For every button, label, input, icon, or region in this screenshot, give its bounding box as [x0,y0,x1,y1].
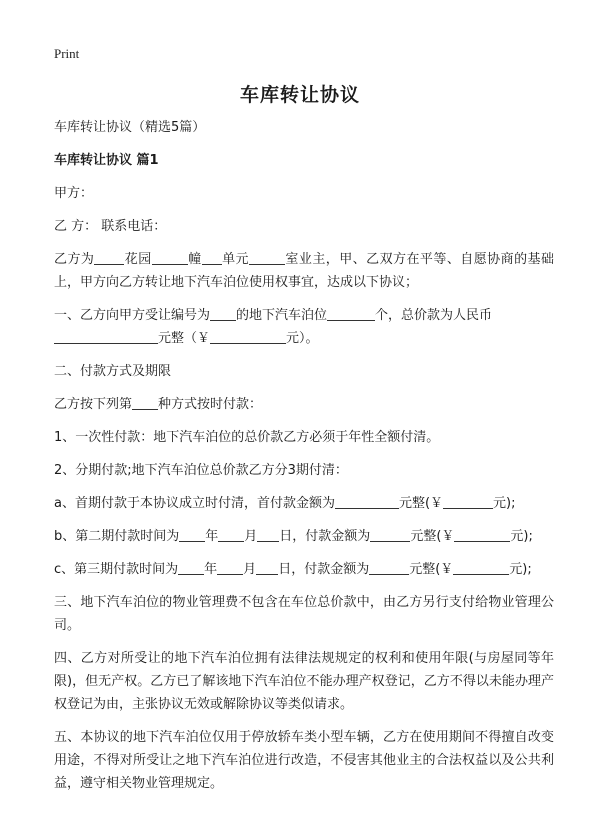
installment-a [54,492,554,515]
text-segment: 日，付款金额为 [279,529,371,544]
blank-line [454,528,510,542]
blank-line [210,330,286,344]
text-segment: 元整（￥ [158,331,211,346]
blank-line [327,307,375,321]
clause-1 [54,304,554,350]
paragraph-intro [54,248,554,294]
text-segment: 幢 [187,252,202,267]
text-segment: a、首期付款于本协议成立时付清，首付款金额为 [54,496,335,511]
text-segment: b、第二期付款时间为 [54,529,180,544]
text-segment: 乙方为 [54,252,95,267]
blank-line [179,528,205,542]
text-segment: 月 [243,562,257,577]
text-segment: 年 [204,562,218,577]
text-segment: 一、乙方向甲方受让编号为 [54,308,211,323]
text-segment: 种方式按时付款： [158,397,263,412]
text-segment: 年 [205,529,219,544]
blank-line [218,528,244,542]
blank-line [54,330,158,344]
blank-line [369,561,409,575]
payment-option-1: 1、一次性付款：地下汽车泊位的总价款乙方必须于年性全额付清。 [54,430,440,445]
blank-line [257,528,279,542]
blank-line [152,251,188,265]
blank-line [256,561,278,575]
text-segment: 元整(￥ [410,529,455,544]
installment-b [54,525,554,548]
installment-c [54,558,554,581]
clause-5: 五、本协议的地下汽车泊位仅用于停放轿车类小型车辆，乙方在使用期间不得擅自改变用途，不得对所受让之地下汽车泊位进行改造，不侵害其他业主的合法权益以及公共利益，遵守相关物业管理规定。 [54,730,554,791]
text-segment: 室业主，甲、乙双方在平等、自愿协商的基础上，甲方向乙方转让地下汽车泊位使用权事宜，达成以下协议； [54,252,554,290]
text-segment: 的地下汽车泊位 [236,308,328,323]
blank-line [94,251,124,265]
text-segment: 元); [493,496,516,511]
blank-line [370,528,410,542]
text-segment: 元整(￥ [409,562,454,577]
party-a-line: 甲方： [54,186,94,201]
print-link[interactable]: Print [54,46,80,61]
document-body [54,116,554,805]
payment-choice-line [54,393,554,416]
document-title: 车库转让协议 [239,84,360,106]
text-segment: 单元 [221,252,249,267]
text-segment: 月 [244,529,258,544]
text-segment: 元); [509,562,532,577]
blank-line [202,251,222,265]
text-segment: 元); [510,529,533,544]
payment-option-2: 2、分期付款;地下汽车泊位总价款乙方分3期付清： [54,463,348,478]
text-segment: 乙方按下列第 [54,397,133,412]
blank-line [210,307,236,321]
text-segment: 元）。 [286,331,319,346]
clause-2-heading: 二、付款方式及期限 [54,364,172,379]
blank-line [178,561,204,575]
blank-line [132,396,158,410]
blank-line [443,495,493,509]
text-segment: 个，总价款为人民币 [375,308,493,323]
blank-line [249,251,285,265]
blank-line [335,495,399,509]
clause-3: 三、地下汽车泊位的物业管理费不包含在车位总价款中，由乙方另行支付给物业管理公司。 [54,595,554,633]
document-subtitle: 车库转让协议（精选5篇） [54,120,206,135]
section-heading: 车库转让协议 篇1 [54,153,159,168]
blank-line [217,561,243,575]
text-segment: 日，付款金额为 [278,562,370,577]
text-segment: 花园 [124,252,152,267]
clause-4: 四、乙方对所受让的地下汽车泊位拥有法律法规规定的权利和使用年限(与房屋同等年限)，但无产权。乙方已了解该地下汽车泊位不能办理产权登记，乙方不得以未能办理产权登记为由，主张协议无效或解除协议等类似请求。 [54,651,554,712]
text-segment: c、第三期付款时间为 [54,562,179,577]
text-segment: 元整(￥ [398,496,444,511]
party-b-line: 乙 方： 联系电话： [54,219,167,234]
blank-line [453,561,509,575]
